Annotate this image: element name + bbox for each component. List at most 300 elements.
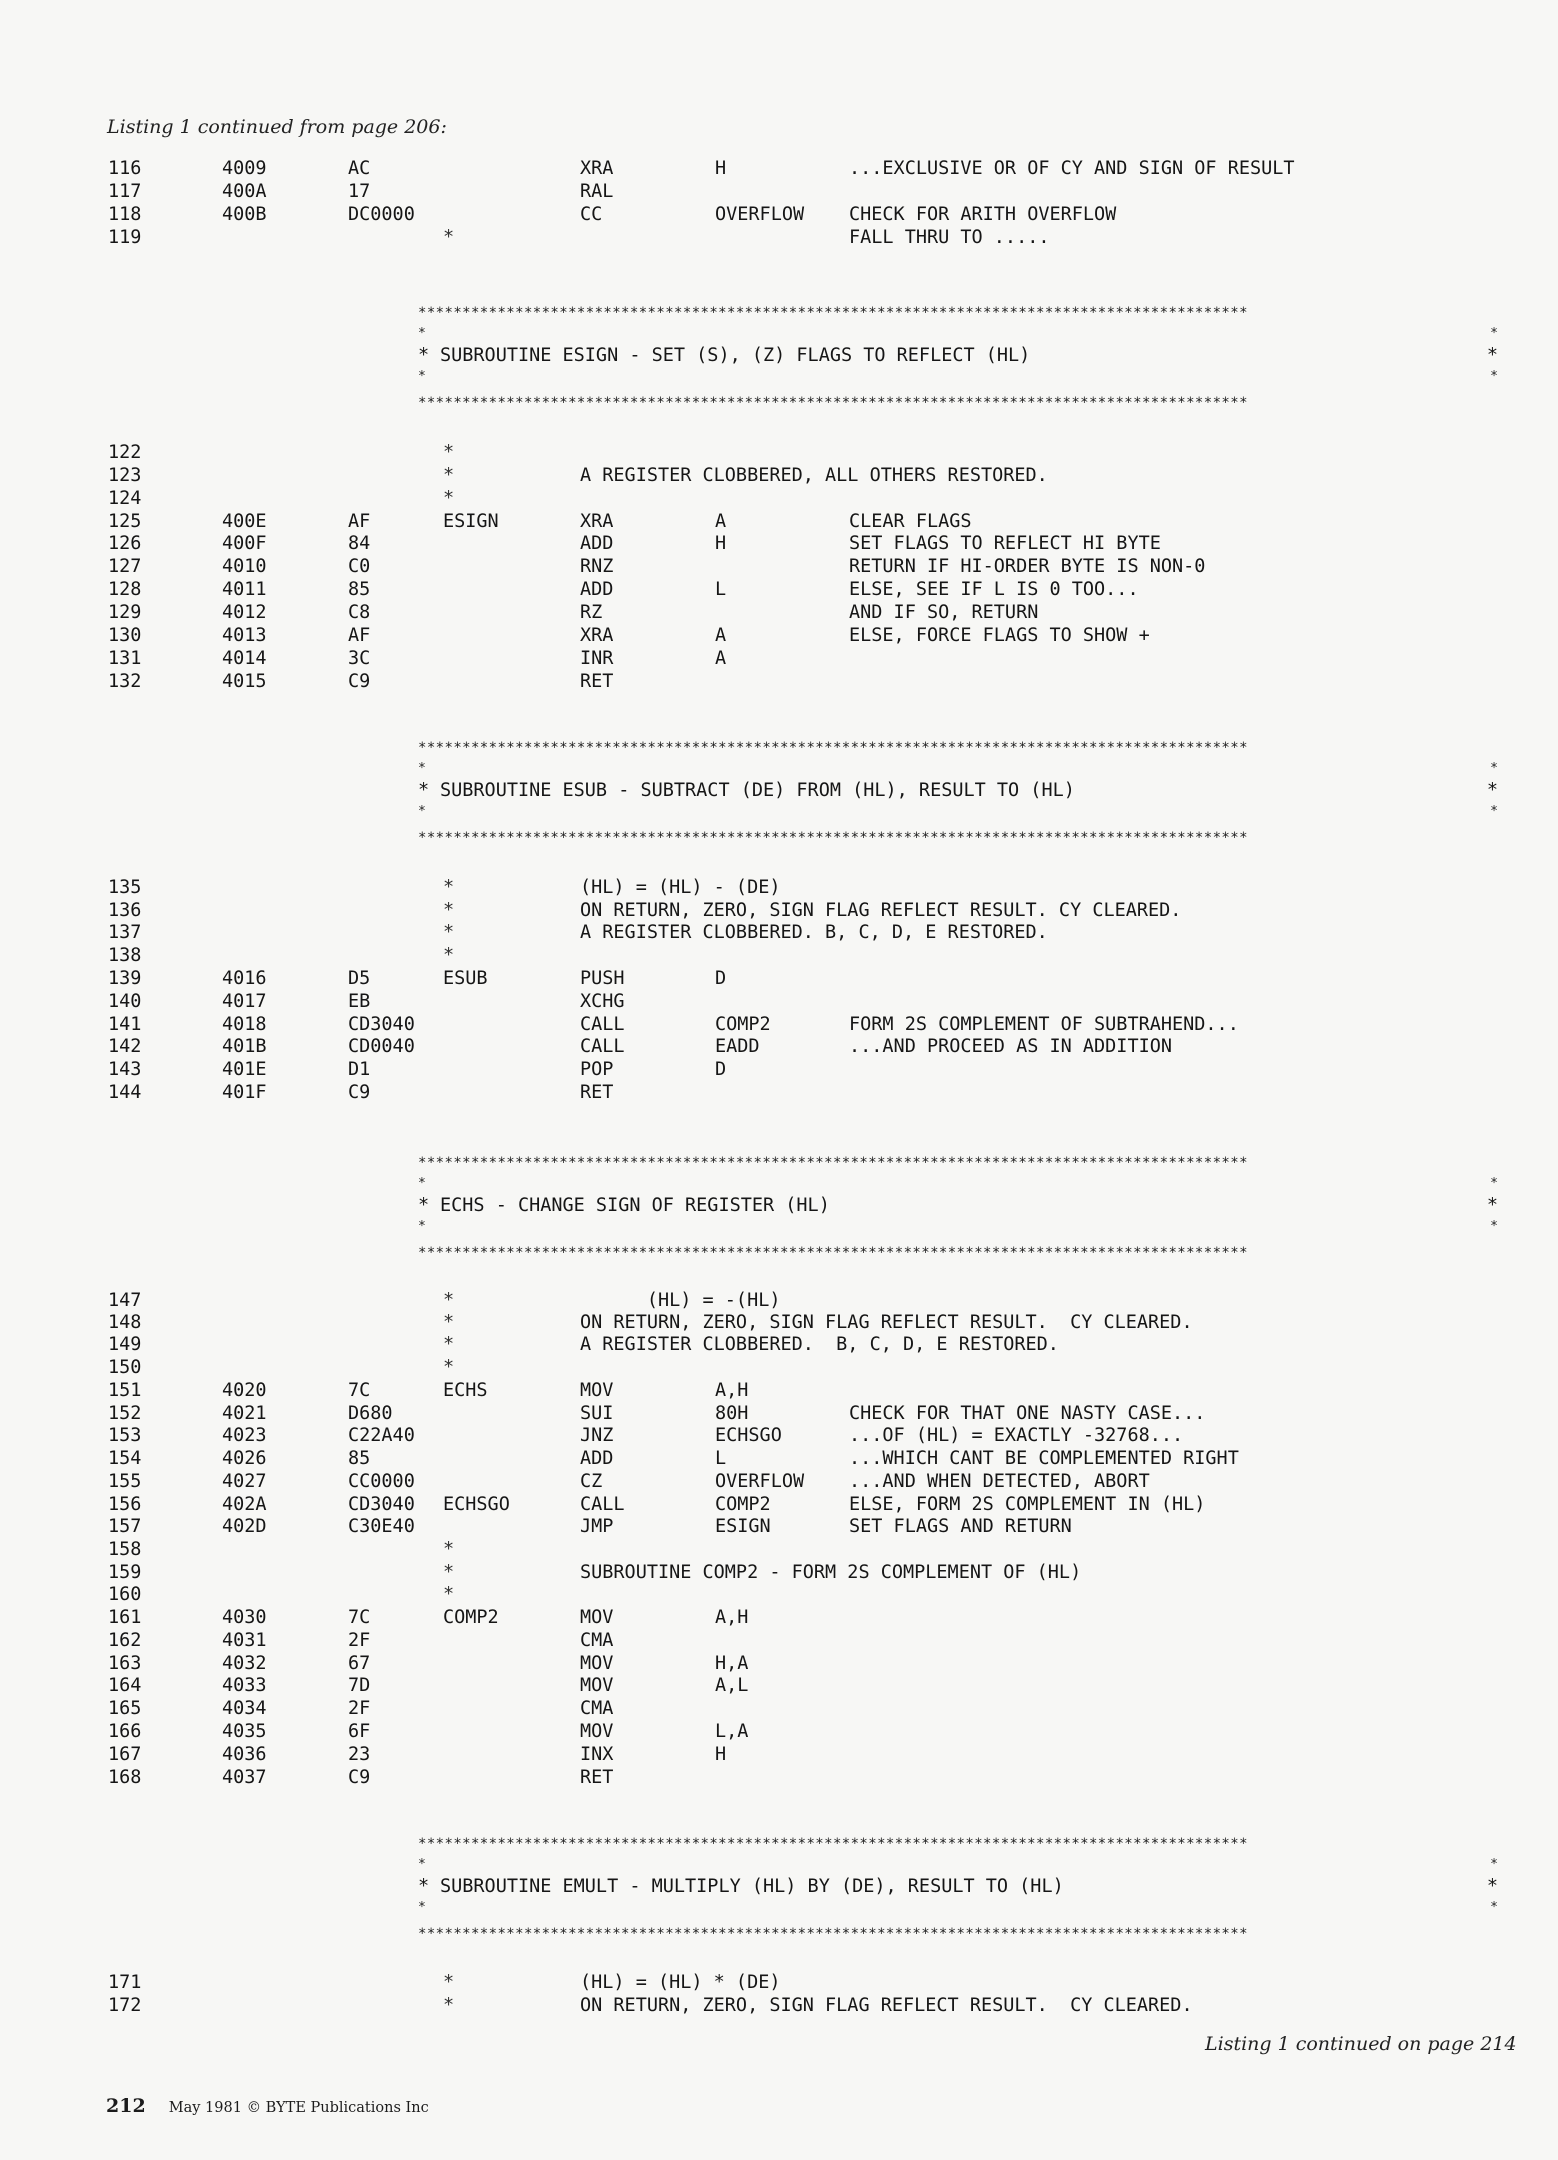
listing-line (0, 1059, 1558, 1081)
line-number: 127 (108, 556, 142, 577)
box-side-stars (418, 762, 1498, 776)
listing-line (0, 488, 1558, 510)
box-side-stars (418, 805, 1498, 819)
opcode: CC (580, 204, 603, 225)
comment-star: * (443, 945, 455, 966)
listing-line (0, 1334, 1558, 1356)
page-footer (106, 2095, 429, 2117)
opcode: RET (580, 1767, 614, 1788)
operand: D (715, 968, 727, 989)
address: 4012 (222, 602, 267, 623)
opcode: MOV (580, 1675, 614, 1696)
comment: ...WHICH CANT BE COMPLEMENTED RIGHT (849, 1448, 1239, 1469)
listing-line (0, 1036, 1558, 1058)
opcode: RNZ (580, 556, 614, 577)
border-star: * (1490, 1900, 1498, 1915)
box-side-stars (418, 370, 1498, 384)
line-number: 143 (108, 1059, 142, 1080)
line-number: 119 (108, 227, 142, 248)
listing-line (0, 1607, 1558, 1629)
listing-line (0, 1972, 1558, 1994)
line-number: 148 (108, 1312, 142, 1333)
label: ESIGN (443, 511, 499, 532)
border-star: * (1486, 1876, 1498, 1897)
border-star: * (418, 780, 430, 801)
opcode: (HL) = -(HL) (580, 1290, 781, 1311)
listing-line (0, 922, 1558, 944)
listing-line (0, 1675, 1558, 1697)
label: ESUB (443, 968, 488, 989)
box-border-top: ********************************************************************************************** (418, 305, 1248, 321)
line-number: 156 (108, 1494, 142, 1515)
address: 4018 (222, 1014, 267, 1035)
line-number: 172 (108, 1995, 142, 2016)
opcode: ON RETURN, ZERO, SIGN FLAG REFLECT RESULT. CY CLEARED. (580, 1995, 1193, 2016)
object-code: 17 (348, 181, 371, 202)
listing-line (0, 900, 1558, 922)
object-code: 85 (348, 1448, 371, 1469)
line-number: 171 (108, 1972, 142, 1993)
label: COMP2 (443, 1607, 499, 1628)
line-number: 132 (108, 671, 142, 692)
operand: A,L (715, 1675, 749, 1696)
comment-star: * (443, 442, 455, 463)
object-code: C8 (348, 602, 371, 623)
opcode: ON RETURN, ZERO, SIGN FLAG REFLECT RESULT. CY CLEARED. (580, 900, 1182, 921)
opcode: CALL (580, 1036, 625, 1057)
opcode: MOV (580, 1607, 614, 1628)
address: 400E (222, 511, 267, 532)
listing-line (0, 1744, 1558, 1766)
border-star: * (418, 345, 430, 366)
address: 4011 (222, 579, 267, 600)
box-side-stars (418, 1901, 1498, 1915)
listing-line (0, 1014, 1558, 1036)
box-side-stars (418, 327, 1498, 341)
operand: COMP2 (715, 1014, 771, 1035)
line-number: 116 (108, 158, 142, 179)
opcode: RET (580, 1082, 614, 1103)
line-number: 152 (108, 1403, 142, 1424)
opcode: PUSH (580, 968, 625, 989)
address: 4021 (222, 1403, 267, 1424)
object-code: D5 (348, 968, 371, 989)
object-code: 6F (348, 1721, 371, 1742)
comment: CLEAR FLAGS (849, 511, 972, 532)
opcode: XRA (580, 158, 614, 179)
listing-line (0, 1698, 1558, 1720)
comment: CHECK FOR THAT ONE NASTY CASE... (849, 1403, 1206, 1424)
listing-line (0, 511, 1558, 533)
listing-line (0, 1425, 1558, 1447)
object-code: C9 (348, 1767, 371, 1788)
object-code: C30E40 (348, 1516, 415, 1537)
opcode: INR (580, 648, 614, 669)
listing-line (0, 1471, 1558, 1493)
comment: ELSE, FORM 2S COMPLEMENT IN (HL) (849, 1494, 1206, 1515)
object-code: 84 (348, 533, 371, 554)
operand: 80H (715, 1403, 749, 1424)
operand: L,A (715, 1721, 749, 1742)
opcode: RET (580, 671, 614, 692)
line-number: 135 (108, 877, 142, 898)
opcode: CALL (580, 1014, 625, 1035)
line-number: 144 (108, 1082, 142, 1103)
address: 4037 (222, 1767, 267, 1788)
address: 4030 (222, 1607, 267, 1628)
address: 4017 (222, 991, 267, 1012)
line-number: 129 (108, 602, 142, 623)
page-number: 212 (106, 2095, 146, 2117)
listing-line (0, 945, 1558, 967)
address: 4026 (222, 1448, 267, 1469)
comment-star: * (443, 922, 455, 943)
address: 4009 (222, 158, 267, 179)
comment: FALL THRU TO ..... (849, 227, 1050, 248)
object-code: C0 (348, 556, 371, 577)
operand: A (715, 648, 727, 669)
listing-line (0, 625, 1558, 647)
object-code: D680 (348, 1403, 393, 1424)
object-code: C9 (348, 671, 371, 692)
listing-line (0, 1380, 1558, 1402)
object-code: AF (348, 511, 371, 532)
object-code: D1 (348, 1059, 371, 1080)
opcode: (HL) = (HL) * (DE) (580, 1972, 781, 1993)
line-number: 154 (108, 1448, 142, 1469)
border-star: * (418, 1857, 426, 1872)
operand: ECHSGO (715, 1425, 782, 1446)
line-number: 164 (108, 1675, 142, 1696)
listing-line (0, 442, 1558, 464)
address: 4027 (222, 1471, 267, 1492)
object-code: 2F (348, 1630, 371, 1651)
line-number: 168 (108, 1767, 142, 1788)
operand: L (715, 579, 727, 600)
comment: ELSE, SEE IF L IS 0 TOO... (849, 579, 1139, 600)
border-star: * (418, 1876, 430, 1897)
opcode: CZ (580, 1471, 603, 1492)
operand: EADD (715, 1036, 760, 1057)
comment: CHECK FOR ARITH OVERFLOW (849, 204, 1117, 225)
listing-line (0, 671, 1558, 693)
comment: ...EXCLUSIVE OR OF CY AND SIGN OF RESULT (849, 158, 1295, 179)
address: 4023 (222, 1425, 267, 1446)
opcode: A REGISTER CLOBBERED. B, C, D, E RESTORED. (580, 922, 1048, 943)
border-star: * (1490, 1219, 1498, 1234)
line-number: 123 (108, 465, 142, 486)
opcode: A REGISTER CLOBBERED, ALL OTHERS RESTORED. (580, 465, 1048, 486)
object-code: CD3040 (348, 1494, 415, 1515)
border-star: * (1486, 345, 1498, 366)
line-number: 139 (108, 968, 142, 989)
comment: SET FLAGS TO REFLECT HI BYTE (849, 533, 1161, 554)
opcode: MOV (580, 1380, 614, 1401)
comment-star: * (443, 877, 455, 898)
box-title (418, 1875, 1498, 1899)
opcode: CALL (580, 1494, 625, 1515)
box-border-top: ********************************************************************************************** (418, 1836, 1248, 1852)
comment: ELSE, FORCE FLAGS TO SHOW + (849, 625, 1150, 646)
border-star: * (1486, 1195, 1498, 1216)
opcode: MOV (580, 1721, 614, 1742)
opcode: XRA (580, 511, 614, 532)
opcode: CMA (580, 1630, 614, 1651)
line-number: 128 (108, 579, 142, 600)
listing-line (0, 1403, 1558, 1425)
comment: SET FLAGS AND RETURN (849, 1516, 1072, 1537)
border-star: * (418, 1195, 430, 1216)
box-title (418, 779, 1498, 803)
comment-star: * (443, 900, 455, 921)
opcode: ON RETURN, ZERO, SIGN FLAG REFLECT RESULT. CY CLEARED. (580, 1312, 1193, 1333)
address: 4032 (222, 1653, 267, 1674)
line-number: 166 (108, 1721, 142, 1742)
comment: AND IF SO, RETURN (849, 602, 1039, 623)
listing-line (0, 1562, 1558, 1584)
opcode: RAL (580, 181, 614, 202)
operand: A,H (715, 1607, 749, 1628)
comment-star: * (443, 1995, 455, 2016)
comment-star: * (443, 1562, 455, 1583)
object-code: 67 (348, 1653, 371, 1674)
border-star: * (1490, 804, 1498, 819)
opcode: SUBROUTINE COMP2 - FORM 2S COMPLEMENT OF (HL) (580, 1562, 1082, 1583)
box-title (418, 1194, 1498, 1218)
address: 400A (222, 181, 267, 202)
listing-line (0, 1312, 1558, 1334)
address: 4020 (222, 1380, 267, 1401)
line-number: 149 (108, 1334, 142, 1355)
line-number: 155 (108, 1471, 142, 1492)
box-title-text: ECHS - CHANGE SIGN OF REGISTER (HL) (440, 1195, 830, 1216)
listing-line (0, 968, 1558, 990)
listing-line (0, 204, 1558, 226)
comment: ...AND WHEN DETECTED, ABORT (849, 1471, 1150, 1492)
line-number: 122 (108, 442, 142, 463)
box-border-top: ********************************************************************************************** (418, 740, 1248, 756)
border-star: * (1490, 369, 1498, 384)
object-code: 23 (348, 1744, 371, 1765)
comment-star: * (443, 227, 455, 248)
opcode: INX (580, 1744, 614, 1765)
comment-star: * (443, 1972, 455, 1993)
listing-line (0, 533, 1558, 555)
border-star: * (1490, 1857, 1498, 1872)
line-number: 118 (108, 204, 142, 225)
comment: ...OF (HL) = EXACTLY -32768... (849, 1425, 1184, 1446)
object-code: 7D (348, 1675, 371, 1696)
line-number: 126 (108, 533, 142, 554)
address: 402A (222, 1494, 267, 1515)
line-number: 158 (108, 1539, 142, 1560)
listing-line (0, 1995, 1558, 2017)
opcode: JNZ (580, 1425, 614, 1446)
line-number: 131 (108, 648, 142, 669)
listing-line (0, 1516, 1558, 1538)
operand: H,A (715, 1653, 749, 1674)
box-border-bottom: ********************************************************************************************** (418, 830, 1248, 846)
border-star: * (418, 326, 426, 341)
line-number: 165 (108, 1698, 142, 1719)
comment-star: * (443, 488, 455, 509)
operand: ESIGN (715, 1516, 771, 1537)
comment-star: * (443, 1357, 455, 1378)
listing-line (0, 579, 1558, 601)
line-number: 124 (108, 488, 142, 509)
address: 4016 (222, 968, 267, 989)
operand: A (715, 625, 727, 646)
listing-line (0, 181, 1558, 203)
border-star: * (418, 804, 426, 819)
publication-credit: May 1981 © BYTE Publications Inc (168, 2100, 429, 2116)
listing-line (0, 1082, 1558, 1104)
listing-line (0, 1290, 1558, 1312)
address: 4034 (222, 1698, 267, 1719)
object-code: 85 (348, 579, 371, 600)
address: 402D (222, 1516, 267, 1537)
opcode: (HL) = (HL) - (DE) (580, 877, 781, 898)
listing-line (0, 1357, 1558, 1379)
comment-star: * (443, 1312, 455, 1333)
listing-line (0, 1721, 1558, 1743)
comment-star: * (443, 465, 455, 486)
opcode: ADD (580, 579, 614, 600)
opcode: MOV (580, 1653, 614, 1674)
operand: H (715, 533, 727, 554)
line-number: 150 (108, 1357, 142, 1378)
listing-line (0, 1494, 1558, 1516)
address: 4031 (222, 1630, 267, 1651)
continued-from-note: Listing 1 continued from page 206: (107, 116, 447, 138)
address: 4033 (222, 1675, 267, 1696)
box-border-bottom: ********************************************************************************************** (418, 1245, 1248, 1261)
box-border-top: ********************************************************************************************** (418, 1155, 1248, 1171)
label: ECHS (443, 1380, 488, 1401)
listing-line (0, 1630, 1558, 1652)
listing-line (0, 648, 1558, 670)
box-side-stars (418, 1858, 1498, 1872)
listing-line (0, 1767, 1558, 1789)
object-code: AC (348, 158, 371, 179)
object-code: AF (348, 625, 371, 646)
line-number: 117 (108, 181, 142, 202)
comment-star: * (443, 1584, 455, 1605)
address: 401B (222, 1036, 267, 1057)
operand: COMP2 (715, 1494, 771, 1515)
address: 400B (222, 204, 267, 225)
box-border-bottom: ********************************************************************************************** (418, 395, 1248, 411)
line-number: 138 (108, 945, 142, 966)
object-code: 7C (348, 1607, 371, 1628)
operand: H (715, 1744, 727, 1765)
line-number: 157 (108, 1516, 142, 1537)
operand: D (715, 1059, 727, 1080)
object-code: 7C (348, 1380, 371, 1401)
operand: L (715, 1448, 727, 1469)
border-star: * (418, 761, 426, 776)
listing-line (0, 991, 1558, 1013)
operand: OVERFLOW (715, 1471, 805, 1492)
line-number: 162 (108, 1630, 142, 1651)
address: 4013 (222, 625, 267, 646)
line-number: 159 (108, 1562, 142, 1583)
object-code: 2F (348, 1698, 371, 1719)
line-number: 142 (108, 1036, 142, 1057)
opcode: A REGISTER CLOBBERED. B, C, D, E RESTORED. (580, 1334, 1059, 1355)
object-code: 3C (348, 648, 371, 669)
comment-star: * (443, 1290, 455, 1311)
comment: RETURN IF HI-ORDER BYTE IS NON-0 (849, 556, 1206, 577)
line-number: 137 (108, 922, 142, 943)
line-number: 160 (108, 1584, 142, 1605)
object-code: CD0040 (348, 1036, 415, 1057)
listing-line (0, 1448, 1558, 1470)
box-side-stars (418, 1220, 1498, 1234)
listing-line (0, 1653, 1558, 1675)
box-title-text: SUBROUTINE ESUB - SUBTRACT (DE) FROM (HL), RESULT TO (HL) (440, 780, 1075, 801)
border-star: * (418, 1219, 426, 1234)
object-code: CD3040 (348, 1014, 415, 1035)
line-number: 163 (108, 1653, 142, 1674)
box-title (418, 344, 1498, 368)
line-number: 153 (108, 1425, 142, 1446)
line-number: 125 (108, 511, 142, 532)
listing-line (0, 1539, 1558, 1561)
object-code: C9 (348, 1082, 371, 1103)
line-number: 161 (108, 1607, 142, 1628)
opcode: CMA (580, 1698, 614, 1719)
comment-star: * (443, 1334, 455, 1355)
border-star: * (1490, 326, 1498, 341)
opcode: ADD (580, 1448, 614, 1469)
comment: ...AND PROCEED AS IN ADDITION (849, 1036, 1173, 1057)
border-star: * (1490, 761, 1498, 776)
address: 400F (222, 533, 267, 554)
listing-line (0, 227, 1558, 249)
operand: A,H (715, 1380, 749, 1401)
opcode: XRA (580, 625, 614, 646)
border-star: * (418, 1176, 426, 1191)
operand: H (715, 158, 727, 179)
object-code: DC0000 (348, 204, 415, 225)
listing-line (0, 556, 1558, 578)
comment-star: * (443, 1539, 455, 1560)
listing-line (0, 877, 1558, 899)
border-star: * (1490, 1176, 1498, 1191)
line-number: 130 (108, 625, 142, 646)
listing-line (0, 465, 1558, 487)
line-number: 151 (108, 1380, 142, 1401)
operand: OVERFLOW (715, 204, 805, 225)
listing-line (0, 602, 1558, 624)
opcode: XCHG (580, 991, 625, 1012)
listing-line (0, 1584, 1558, 1606)
address: 401E (222, 1059, 267, 1080)
address: 4015 (222, 671, 267, 692)
address: 401F (222, 1082, 267, 1103)
address: 4014 (222, 648, 267, 669)
opcode: ADD (580, 533, 614, 554)
border-star: * (1486, 780, 1498, 801)
object-code: CC0000 (348, 1471, 415, 1492)
object-code: EB (348, 991, 371, 1012)
line-number: 141 (108, 1014, 142, 1035)
opcode: JMP (580, 1516, 614, 1537)
box-title-text: SUBROUTINE EMULT - MULTIPLY (HL) BY (DE), RESULT TO (HL) (440, 1876, 1064, 1897)
border-star: * (418, 369, 426, 384)
label: ECHSGO (443, 1494, 510, 1515)
